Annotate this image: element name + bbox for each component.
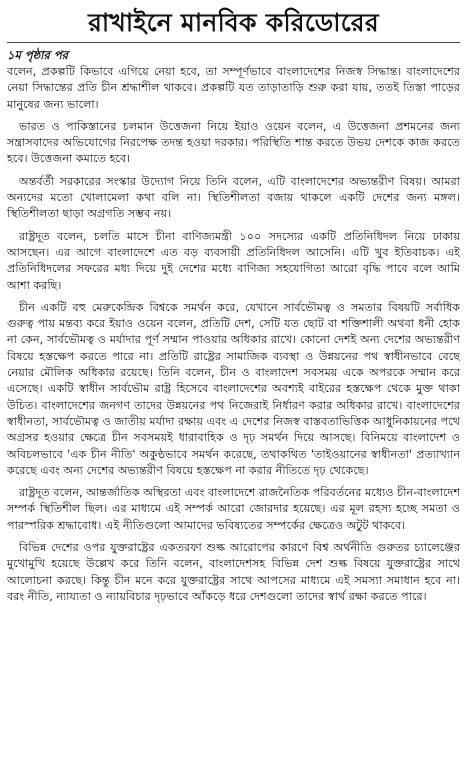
headline: রাখাইনে মানবিক করিডোরের	[88, 8, 379, 37]
paragraph-2: ভারত ও পাকিস্তানের চলমান উত্তেজনা নিয়ে ইয়াও ওয়েন বলেন, এ উত্তেজনা প্রশমনের জন্য সন্ত্রাসবাদের অভিযোগের নিরপেক্ষ তদন্ত হওয়া দরকার। পরিস্থিতি শান্ত করতে উভয় দেশকে কাজ করতে হবে। উত্তেজনা কমাতে হবে।	[7, 119, 460, 166]
paragraph-6: রাষ্ট্রদূত বলেন, আন্তর্জাতিক অস্থিরতা এবং বাংলাদেশে রাজনৈতিক পরিবর্তনের মধ্যেও চীন-বাংলাদেশ সম্পর্ক স্থিতিশীল ছিল। এর মাধ্যমে এই সম্পর্ক আরো জোরদার হয়েছে। এর মূল রহস্য হচ্ছে সমতা ও পারস্পরিক শ্রদ্ধাবোধ। এই নীতিগুলো আমাদের ভবিষ্যতের সম্পর্কের ক্ষেত্রেও অটুট থাকবে।	[7, 486, 460, 532]
paragraph-1: বলেন, প্রকল্পটি কিভাবে এগিয়ে নেয়া হবে, তা সম্পূর্ণভাবে বাংলাদেশের নিজস্ব সিদ্ধান্ত। বাংলাদেশের নেয়া সিদ্ধান্তের প্রতি চীন শ্রদ্ধাশীল থাকবে। প্রকল্পটি যত তাড়াতাড়ি শুরু করা যায়, ততই তিস্তা পাড়ের মানুষের জন্য ভালো।	[7, 65, 460, 111]
article-body	[7, 64, 460, 605]
headline-rule	[7, 42, 460, 43]
paragraph-4: রাষ্ট্রদূত বলেন, চলতি মাসে চীনা বাণিজ্যমন্ত্রী ১০০ সদস্যের একটি প্রতিনিধিদল নিয়ে ঢাকায় আসছেন। এর আগে বাংলাদেশে এত বড় ব্যবসায়ী প্রতিনিধিদল আসেনি। এটি খুব ইতিবাচক। এই প্রতিনিধিদলের সফরের মধ্য দিয়ে দুই দেশের মধ্যে বাণিজ্য সহযোগিতা আরো বৃদ্ধি পাবে বলে আমি আশা করছি।	[7, 229, 460, 292]
paragraph-7: বিভিন্ন দেশের ওপর যুক্তরাষ্ট্রের একতরফা শুল্ক আরোপের কারণে বিশ্ব অর্থনীতি গুরুতর চ্যালেঞ্জের মুখোমুখি হয়েছে উল্লেখ করে তিনি বলেন, বাংলাদেশসহ বিভিন্ন দেশ শুল্ক বিষয়ে যুক্তরাষ্ট্রের সাথে আলোচনা করছে। কিন্তু চীন মনে করে যুক্তরাষ্ট্রের সাথে আপসের মাধ্যমে এই সমস্যা সমাধান হবে না। বরং নীতি, ন্যায্যতা ও ন্যায়বিচার দৃঢ়ভাবে আঁকড়ে ধরে দেশগুলো তাদের স্বার্থ রক্ষা করতে পারে।	[7, 541, 460, 603]
paragraph-3: অন্তর্বর্তী সরকারের সংস্কার উদ্যোগ নিয়ে তিনি বলেন, এটি বাংলাদেশের অভ্যন্তরীণ বিষয়। আমরা অন্যদের মতো খোলামেলা কথা বলি না। স্থিতিশীলতা বজায় থাকলে একটি দেশের জন্য মঙ্গল। স্থিতিশীলতা ছাড়া অগ্রগতি সম্ভব নয়।	[7, 174, 460, 221]
continuation-label: ১ম পৃষ্ঠার পর	[7, 48, 68, 62]
paragraph-5: চীন একটি বহু মেরুকেন্দ্রিক বিশ্বকে সমর্থন করে, যেখানে সার্বভৌমত্ব ও সমতার বিষয়টি সর্বাধিক গুরুত্ব পায় মন্তব্য করে ইয়াও ওয়েন বলেন, প্রতিটি দেশ, সেটি যত ছোট বা শক্তিশালী অথবা ধনী হোক না কেন, সার্বভৌমত্ব ও মর্যাদার পূর্ণ সম্মান পাওয়ার অধিকার রাখে। কোনো দেশই অন্য দেশের অভ্যন্তরীণ বিষয়ে হস্তক্ষেপ করতে পারে না। প্রতিটি রাষ্ট্রের সামাজিক ব্যবস্থা ও উন্নয়নের পথ স্বাধীনভাবে বেছে নেয়ার মৌলিক অধিকার রয়েছে। তিনি বলেন, চীন ও বাংলাদেশ সবসময় একে অপরকে সম্মান করে এসেছে। একটি স্বাধীন সার্বভৌম রাষ্ট্র হিসেবে বাংলাদেশের অবশ্যই বাইরের হস্তক্ষেপ থেকে মুক্ত থাকা উচিত। বাংলাদেশের জনগণ তাদের উন্নয়নের পথ নিজেরাই নির্ধারণ করার অধিকার রাখে। বাংলাদেশের স্বাধীনতা, সার্বভৌমত্ব ও জাতীয় মর্যাদা রক্ষায় এবং এ দেশের নিজস্ব বাস্তবতাভিত্তিক আধুনিকায়নের পথে অগ্রসর হওয়ার ক্ষেত্রে চীন সবসময়ই ধারাবাহিক ও দৃঢ় সমর্থন দিয়ে আসছে। বিনিময়ে বাংলাদেশ ও অবিচলভাবে 'এক চীন নীতি' অকুণ্ঠভাবে সমর্থন করেছে, তথাকথিত 'তাইওয়ানের স্বাধীনতা' প্রত্যাখ্যান করেছে এবং অন্য দেশের অভ্যন্তরীণ বিষয়ে হস্তক্ষেপ না করার নীতিতে দৃঢ় থেকেছে।	[7, 300, 460, 477]
